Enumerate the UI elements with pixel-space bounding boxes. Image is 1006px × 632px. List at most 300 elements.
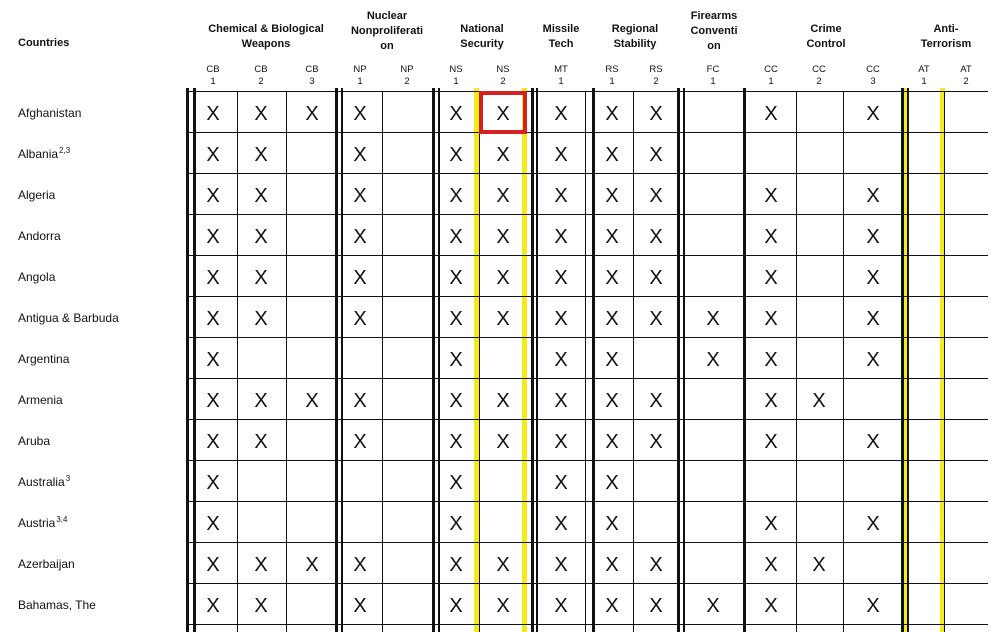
x-mark: X [496, 143, 510, 166]
table-cell-mark [190, 382, 236, 419]
x-mark: X [496, 184, 510, 207]
column-code: CC [866, 64, 880, 75]
table-cell-mark [592, 505, 632, 542]
group-header-line: on [707, 40, 721, 52]
table-cell-mark [288, 382, 336, 419]
column-code: NS [496, 64, 510, 75]
x-mark: X [649, 184, 663, 207]
x-mark: X [605, 225, 619, 248]
column-code: RS [649, 64, 663, 75]
column-header [292, 64, 332, 88]
country-label: Bahamas, The [18, 598, 96, 612]
x-mark: X [554, 266, 568, 289]
x-mark: X [353, 389, 367, 412]
row-divider [188, 91, 988, 92]
table-cell-mark [190, 136, 236, 173]
table-cell-mark [480, 300, 526, 337]
cell-divider [944, 92, 945, 632]
x-mark: X [605, 102, 619, 125]
table-cell-mark [190, 546, 236, 583]
table-cell-mark [337, 423, 383, 460]
table-cell-mark [845, 587, 901, 624]
x-mark: X [764, 266, 778, 289]
table-cell-mark [636, 259, 676, 296]
table-cell-mark [592, 423, 632, 460]
x-mark: X [605, 266, 619, 289]
table-cell-mark [592, 95, 632, 132]
x-mark: X [449, 348, 463, 371]
x-mark: X [866, 512, 880, 535]
table-cell-mark [238, 587, 284, 624]
table-cell-mark [337, 587, 383, 624]
row-divider [188, 542, 988, 543]
column-code: NP [400, 64, 414, 75]
table-cell-mark [480, 587, 526, 624]
table-cell-mark [434, 505, 478, 542]
x-mark: X [206, 553, 220, 576]
country-label: Armenia [18, 393, 63, 407]
row-divider [188, 337, 988, 338]
x-mark: X [554, 471, 568, 494]
table-cell-mark [682, 300, 744, 337]
table-cell-mark [537, 218, 585, 255]
table-cell-mark [636, 382, 676, 419]
cell-divider [286, 92, 287, 632]
table-cell-mark [592, 300, 632, 337]
x-mark: X [496, 307, 510, 330]
x-mark: X [449, 307, 463, 330]
group-header-line: Regional [611, 23, 659, 35]
country-name [18, 598, 96, 612]
x-mark: X [554, 102, 568, 125]
column-number: 1 [710, 76, 716, 87]
x-mark: X [449, 553, 463, 576]
x-mark: X [764, 594, 778, 617]
table-cell-mark [749, 382, 793, 419]
table-cell-mark [592, 382, 632, 419]
x-mark: X [649, 143, 663, 166]
column-code: CC [812, 64, 826, 75]
x-mark: X [254, 143, 268, 166]
group-header-line: Stability [613, 38, 657, 50]
group-header-cc [766, 22, 886, 52]
table-cell-mark [434, 300, 478, 337]
country-name [18, 147, 70, 161]
x-mark: X [554, 184, 568, 207]
table-cell-mark [796, 546, 842, 583]
x-mark: X [449, 266, 463, 289]
countries-header: Countries [18, 37, 70, 49]
x-mark: X [649, 553, 663, 576]
table-cell-mark [238, 218, 284, 255]
x-mark: X [649, 594, 663, 617]
x-mark: X [605, 389, 619, 412]
column-header [904, 64, 944, 88]
column-code: AT [918, 64, 930, 75]
country-name [18, 557, 75, 571]
table-cell-mark [434, 423, 478, 460]
group-header-line: National [460, 23, 504, 35]
table-cell-mark [749, 177, 793, 214]
table-cell-mark [190, 95, 236, 132]
table-cell-mark [749, 546, 793, 583]
table-cell-mark [190, 218, 236, 255]
table-cell-mark [592, 177, 632, 214]
group-header-line: Weapons [241, 38, 291, 50]
group-header-line: Conventi [690, 25, 738, 37]
x-mark: X [554, 143, 568, 166]
group-header-line: Nonproliferati [350, 25, 424, 37]
x-mark: X [254, 184, 268, 207]
country-label: Andorra [18, 229, 61, 243]
table-cell-mark [434, 95, 478, 132]
table-cell-mark [537, 95, 585, 132]
column-number: 1 [921, 76, 927, 87]
table-cell-mark [636, 218, 676, 255]
x-mark: X [605, 471, 619, 494]
table-cell-mark [337, 218, 383, 255]
x-mark: X [605, 594, 619, 617]
table-cell-mark [592, 136, 632, 173]
table-cell-mark [749, 587, 793, 624]
table-cell-mark [636, 136, 676, 173]
table-cell-mark [845, 259, 901, 296]
x-mark: X [706, 348, 720, 371]
x-mark: X [206, 594, 220, 617]
x-mark: X [764, 389, 778, 412]
x-mark: X [706, 307, 720, 330]
table-cell-mark [480, 259, 526, 296]
table-cell-mark [749, 259, 793, 296]
x-mark: X [496, 389, 510, 412]
x-mark: X [206, 184, 220, 207]
country-label: Azerbaijan [18, 557, 75, 571]
row-divider [188, 296, 988, 297]
table-cell-mark [190, 423, 236, 460]
x-mark: X [449, 143, 463, 166]
row-divider [188, 624, 988, 625]
table-cell-mark [537, 341, 585, 378]
x-mark: X [605, 512, 619, 535]
column-code: FC [706, 64, 720, 75]
group-header-line: Anti- [933, 23, 959, 35]
table-cell-mark [592, 218, 632, 255]
x-mark: X [554, 389, 568, 412]
table-cell-mark [845, 218, 901, 255]
footnote-marker: 3,4 [56, 515, 68, 524]
table-cell-mark [337, 300, 383, 337]
row-divider [188, 173, 988, 174]
x-mark: X [496, 102, 510, 125]
x-mark: X [353, 594, 367, 617]
x-mark: X [764, 430, 778, 453]
x-mark: X [449, 389, 463, 412]
x-mark: X [764, 512, 778, 535]
x-mark: X [353, 225, 367, 248]
row-divider [188, 214, 988, 215]
x-mark: X [866, 594, 880, 617]
group-separator [186, 88, 189, 632]
column-number: 2 [963, 76, 969, 87]
table-cell-mark [845, 95, 901, 132]
table-cell-mark [749, 423, 793, 460]
table-cell-mark [190, 300, 236, 337]
country-name [18, 352, 69, 366]
column-code: NP [353, 64, 367, 75]
x-mark: X [605, 307, 619, 330]
table-cell-mark [796, 382, 842, 419]
x-mark: X [353, 307, 367, 330]
table-cell-mark [592, 464, 632, 501]
table-cell-mark [537, 259, 585, 296]
x-mark: X [649, 266, 663, 289]
country-name [18, 311, 119, 325]
column-number: 1 [768, 76, 774, 87]
group-header-fc [654, 9, 774, 54]
table-cell-mark [845, 177, 901, 214]
table-cell-mark [537, 546, 585, 583]
table-cell-mark [592, 259, 632, 296]
x-mark: X [764, 225, 778, 248]
column-number: 3 [309, 76, 315, 87]
table-cell-mark [238, 259, 284, 296]
group-header-line: on [380, 40, 394, 52]
x-mark: X [764, 348, 778, 371]
x-mark: X [866, 307, 880, 330]
row-divider [188, 255, 988, 256]
table-cell-mark [537, 464, 585, 501]
table-cell-mark [480, 546, 526, 583]
x-mark: X [866, 102, 880, 125]
x-mark: X [866, 430, 880, 453]
row-divider [188, 419, 988, 420]
table-cell-mark [636, 423, 676, 460]
x-mark: X [812, 389, 826, 412]
cell-divider [585, 92, 586, 632]
x-mark: X [305, 389, 319, 412]
country-label: Antigua & Barbuda [18, 311, 119, 325]
table-cell-mark [238, 95, 284, 132]
x-mark: X [554, 512, 568, 535]
table-cell-mark [434, 546, 478, 583]
group-header-line: Missile [542, 23, 580, 35]
table-cell-mark [238, 382, 284, 419]
x-mark: X [206, 102, 220, 125]
table-cell-mark [592, 546, 632, 583]
x-mark: X [305, 553, 319, 576]
table-cell-mark [480, 382, 526, 419]
x-mark: X [449, 471, 463, 494]
x-mark: X [254, 102, 268, 125]
column-number: 2 [500, 76, 506, 87]
x-mark: X [866, 266, 880, 289]
x-mark: X [605, 553, 619, 576]
group-header-line: Tech [548, 38, 574, 50]
table-cell-mark [749, 300, 793, 337]
column-code: CC [764, 64, 778, 75]
footnote-marker: 3 [65, 474, 71, 483]
x-mark: X [554, 307, 568, 330]
country-label: Aruba [18, 434, 51, 448]
table-cell-mark [480, 423, 526, 460]
x-mark: X [554, 225, 568, 248]
table-cell-mark [434, 259, 478, 296]
group-header-line: Control [806, 38, 846, 50]
country-label: Algeria [18, 188, 56, 202]
x-mark: X [449, 184, 463, 207]
column-header [483, 64, 523, 88]
column-header [799, 64, 839, 88]
row-divider [188, 501, 988, 502]
table-cell-mark [337, 259, 383, 296]
column-header [387, 64, 427, 88]
table-cell-mark [238, 177, 284, 214]
column-number: 1 [609, 76, 615, 87]
column-header [340, 64, 380, 88]
column-number: 2 [653, 76, 659, 87]
x-mark: X [353, 143, 367, 166]
table-cell-mark [636, 95, 676, 132]
x-mark: X [353, 266, 367, 289]
table-cell-mark [537, 136, 585, 173]
country-label: Albania [18, 147, 59, 161]
x-mark: X [206, 471, 220, 494]
x-mark: X [496, 430, 510, 453]
x-mark: X [206, 389, 220, 412]
table-cell-mark [337, 95, 383, 132]
x-mark: X [449, 225, 463, 248]
x-mark: X [649, 225, 663, 248]
column-number: 2 [816, 76, 822, 87]
table-cell-mark [592, 587, 632, 624]
x-mark: X [206, 307, 220, 330]
group-header-line: Crime [810, 23, 842, 35]
row-divider [188, 132, 988, 133]
table-cell-mark [288, 95, 336, 132]
x-mark: X [812, 553, 826, 576]
table-cell-mark [749, 505, 793, 542]
table-cell-mark [434, 136, 478, 173]
table-cell-mark [537, 423, 585, 460]
x-mark: X [206, 348, 220, 371]
x-mark: X [254, 225, 268, 248]
table-cell-mark [537, 505, 585, 542]
table-cell-mark [682, 587, 744, 624]
group-header-line: Security [460, 38, 504, 50]
x-mark: X [353, 430, 367, 453]
selected-cell-highlight [479, 91, 527, 134]
x-mark: X [605, 184, 619, 207]
group-header-line: Chemical & Biological [208, 23, 324, 35]
x-mark: X [866, 225, 880, 248]
country-label: Australia [18, 475, 65, 489]
x-mark: X [449, 512, 463, 535]
x-mark: X [866, 184, 880, 207]
table-cell-mark [238, 423, 284, 460]
x-mark: X [649, 389, 663, 412]
x-mark: X [449, 594, 463, 617]
table-cell-mark [480, 177, 526, 214]
row-divider [188, 583, 988, 584]
table-cell-mark [434, 177, 478, 214]
column-header [946, 64, 986, 88]
x-mark: X [353, 102, 367, 125]
group-header-at [886, 22, 1006, 52]
table-cell-mark [537, 382, 585, 419]
group-header-line: Nuclear [366, 10, 408, 22]
table-cell-mark [337, 546, 383, 583]
x-mark: X [764, 307, 778, 330]
x-mark: X [554, 348, 568, 371]
group-header-line: Firearms [690, 10, 738, 22]
column-header [541, 64, 581, 88]
group-separator [531, 88, 534, 632]
table-cell-mark [845, 505, 901, 542]
country-name [18, 393, 63, 407]
column-header [241, 64, 281, 88]
table-cell-mark [537, 300, 585, 337]
table-cell-mark [749, 341, 793, 378]
x-mark: X [254, 307, 268, 330]
country-label: Argentina [18, 352, 70, 366]
footnote-marker: 2,3 [59, 146, 71, 155]
x-mark: X [254, 266, 268, 289]
x-mark: X [254, 553, 268, 576]
column-number: 1 [453, 76, 459, 87]
x-mark: X [206, 266, 220, 289]
table-cell-mark [636, 546, 676, 583]
x-mark: X [305, 102, 319, 125]
x-mark: X [764, 102, 778, 125]
column-header [193, 64, 233, 88]
column-code: MT [554, 64, 568, 75]
country-name [18, 229, 61, 243]
row-divider [188, 460, 988, 461]
table-cell-mark [682, 341, 744, 378]
table-cell-mark [190, 177, 236, 214]
table-cell-mark [636, 177, 676, 214]
group-separator [907, 88, 909, 632]
x-mark: X [353, 553, 367, 576]
x-mark: X [449, 102, 463, 125]
x-mark: X [605, 348, 619, 371]
table-cell-mark [337, 136, 383, 173]
x-mark: X [649, 430, 663, 453]
country-name [18, 270, 55, 284]
table-cell-mark [190, 587, 236, 624]
group-separator [901, 88, 904, 632]
country-name [18, 516, 67, 530]
column-code: CB [305, 64, 319, 75]
table-cell-mark [238, 136, 284, 173]
x-mark: X [706, 594, 720, 617]
column-header [751, 64, 791, 88]
x-mark: X [254, 594, 268, 617]
column-code: AT [960, 64, 972, 75]
column-number: 1 [558, 76, 564, 87]
column-number: 2 [404, 76, 410, 87]
column-code: CB [254, 64, 268, 75]
x-mark: X [649, 307, 663, 330]
group-header-cb [206, 22, 326, 52]
x-mark: X [764, 184, 778, 207]
table-cell-mark [480, 218, 526, 255]
country-label: Afghanistan [18, 106, 82, 120]
country-label: Angola [18, 270, 56, 284]
x-mark: X [554, 594, 568, 617]
column-header [636, 64, 676, 88]
table-cell-mark [337, 177, 383, 214]
